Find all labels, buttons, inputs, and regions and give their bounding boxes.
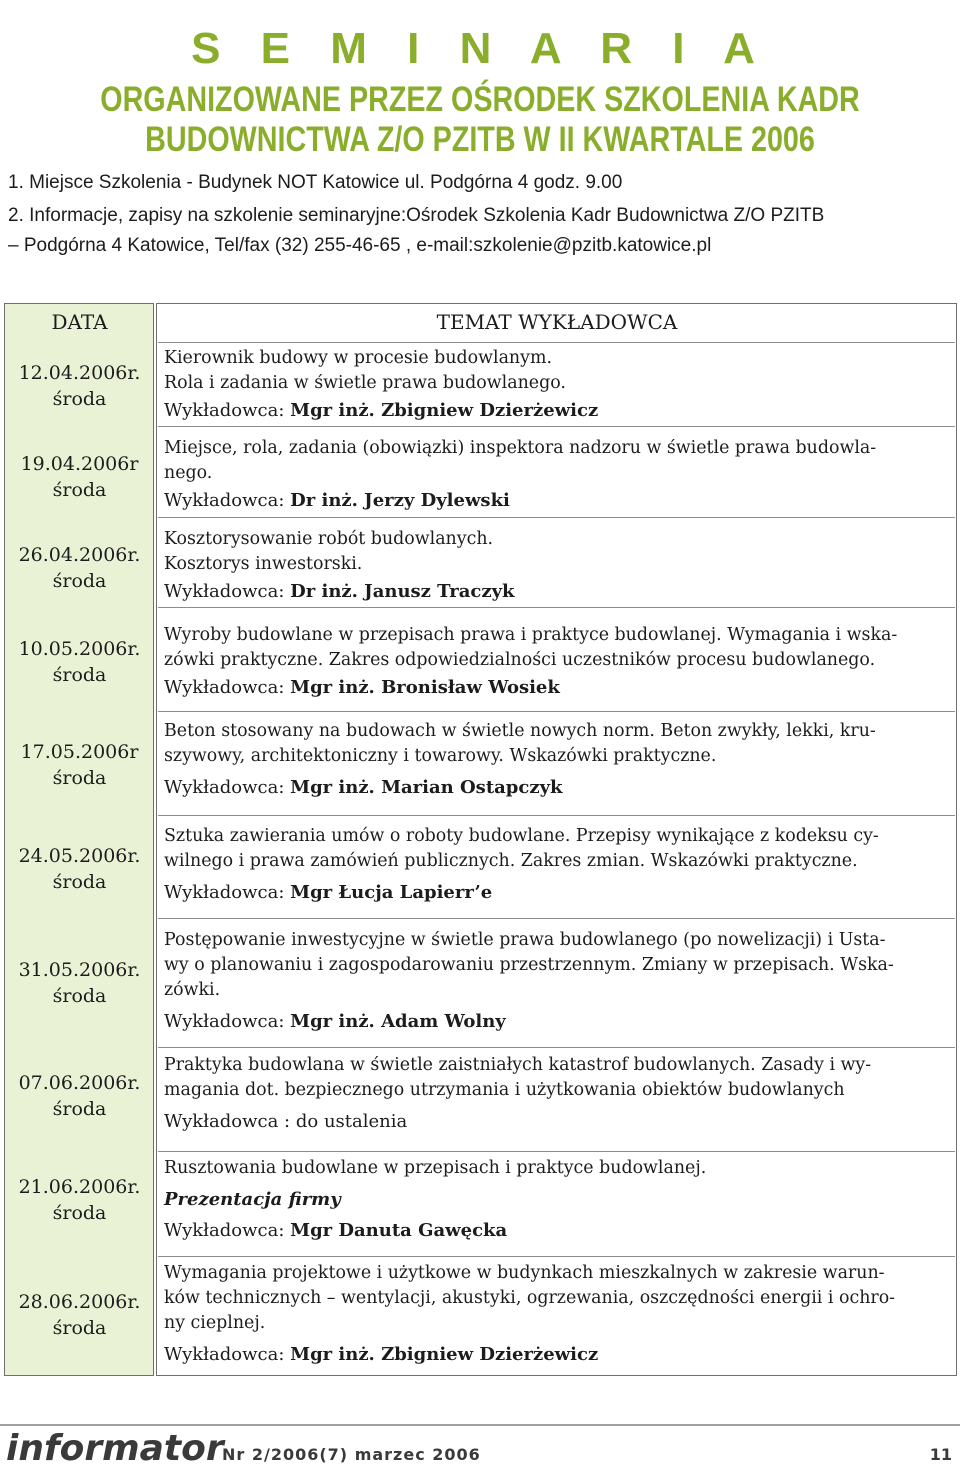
row-divider (158, 918, 955, 919)
seminar-date: 07.06.2006r. środa (18, 1072, 141, 1120)
seminar-topic: Wyroby budowlane w przepisach prawa i praktyce budowlanej. Wymagania i wska- zówki praktyczne. Zakres odpowiedzialności uczestników procesu budowlanego. Wykładowca: Mgr inż. Bronisław Wosiek (164, 625, 898, 698)
row-divider (158, 711, 955, 712)
row-divider (158, 815, 955, 816)
info-registration: 2. Informacje, zapisy na szkolenie seminaryjne:Ośrodek Szkolenia Kadr Budownictwa Z/O PZITB (8, 205, 825, 226)
seminar-topic: Kierownik budowy w procesie budowlanym. Rola i zadania w świetle prawa budowlanego. Wykładowca: Mgr inż. Zbigniew Dzierżewicz (164, 348, 599, 421)
date-column-header: DATA (51, 310, 108, 334)
row-divider (158, 517, 955, 518)
seminar-date: 28.06.2006r. środa (18, 1291, 141, 1339)
row-divider (158, 1256, 955, 1257)
page-title-line-2: BUDOWNICTWA Z/O PZITB W II KWARTALE 2006 (145, 120, 815, 159)
topic-column-header: TEMAT WYKŁADOWCA (436, 310, 678, 334)
row-divider (158, 1151, 955, 1152)
seminar-table (4, 303, 957, 1376)
seminar-date: 26.04.2006r. środa (18, 544, 141, 592)
informator-logo: informator (6, 1428, 224, 1469)
seminar-topic: Praktyka budowlana w świetle zaistniałych katastrof budowlanych. Zasady i wy- magania dot. bezpiecznego utrzymania i użytkowania obiektów budowlanych Wykładowca : do ustalenia (164, 1055, 872, 1132)
row-divider (158, 1047, 955, 1048)
issue-info: Nr 2/2006(7) marzec 2006 (222, 1445, 481, 1464)
row-divider (158, 426, 955, 427)
seminar-date: 12.04.2006r. środa (18, 362, 141, 410)
seminar-date: 24.05.2006r. środa (18, 845, 141, 893)
section-label: S E M I N A R I A (191, 24, 769, 73)
seminar-topic: Kosztorysowanie robót budowlanych. Kosztorys inwestorski. Wykładowca: Dr inż. Janusz Traczyk (164, 529, 515, 602)
seminar-date: 31.05.2006r. środa (18, 959, 141, 1007)
seminar-topic: Rusztowania budowlane w przepisach i praktyce budowlanej. Prezentacja firmy Wykładowca: Mgr Danuta Gawęcka (164, 1156, 956, 1243)
row-divider (158, 607, 955, 608)
page-number: 11 (929, 1445, 952, 1464)
company-presentation-label: Prezentacja firmy (164, 1189, 341, 1210)
info-contact: – Podgórna 4 Katowice, Tel/fax (32) 255-46-65 , e-mail:szkolenie@pzitb.katowice.pl (8, 235, 712, 256)
seminar-topic: Beton stosowany na budowach w świetle nowych norm. Beton zwykły, lekki, kru- szywowy, architektoniczny i towarowy. Wskazówki praktyczne. Wykładowca: Mgr inż. Marian Ostapczyk (164, 721, 876, 798)
info-location: 1. Miejsce Szkolenia - Budynek NOT Katowice ul. Podgórna 4 godz. 9.00 (8, 172, 623, 193)
seminar-topic: Sztuka zawierania umów o roboty budowlane. Przepisy wynikające z kodeksu cy- wilnego i prawa zamówień publicznych. Zakres zmian. Wskazówki praktyczne. Wykładowca: Mgr Łucja Lapierr’e (164, 826, 879, 903)
seminar-date: 10.05.2006r. środa (18, 638, 141, 686)
row-divider (158, 342, 955, 343)
seminar-topic: Wymagania projektowe i użytkowe w budynkach mieszkalnych w zakresie warun- ków technicznych – wentylacji, akustyki, ogrzewania, oszczędności energii i ochro- ny cieplnej. Wykładowca: Mgr inż. Zbigniew Dzierżewicz (164, 1263, 896, 1365)
seminar-date: 21.06.2006r. środa (18, 1176, 141, 1224)
page-title-line-1: ORGANIZOWANE PRZEZ OŚRODEK SZKOLENIA KADR (100, 80, 860, 119)
seminar-date: 17.05.2006r środa (20, 741, 139, 789)
seminar-topic: Miejsce, rola, zadania (obowiązki) inspektora nadzoru w świetle prawa budowla- nego. Wykładowca: Dr inż. Jerzy Dylewski (164, 438, 877, 511)
seminar-topic: Postępowanie inwestycyjne w świetle prawa budowlanego (po nowelizacji) i Usta- wy o planowaniu i zagospodarowaniu przestrzennym. Zmiany w przepisach. Wska- zówki. Wykładowca: Mgr inż. Adam Wolny (164, 930, 894, 1032)
footer-divider (0, 1424, 960, 1426)
seminar-date: 19.04.2006r środa (20, 453, 139, 501)
